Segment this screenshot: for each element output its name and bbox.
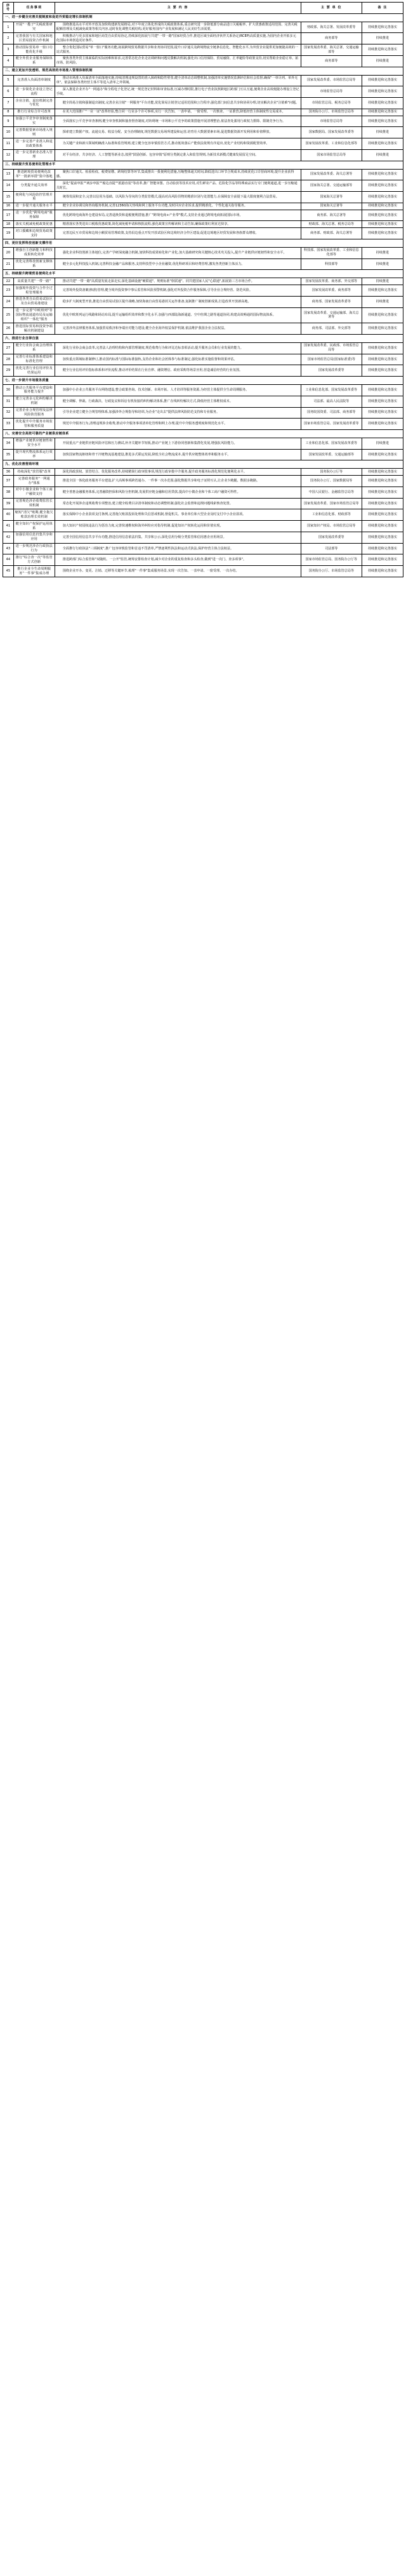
cell-time: 持续推进和完善落实	[362, 228, 403, 239]
table-row	[3, 75, 403, 86]
cell-unit: 科技部等	[301, 258, 362, 270]
table-row	[3, 98, 403, 109]
cell-task: 健全外贸企业服务保障体系	[13, 55, 55, 67]
cell-body: 健全多元化科技投入机制,完善科技金融产品和服务,支持科技型中小企业融资,优化科研项目和经费管理,激发各类创新主体活力。	[55, 258, 301, 270]
cell-unit: 国家市场监管总局(国家标准委)等	[301, 354, 362, 365]
table-row	[3, 532, 403, 543]
table-row	[3, 22, 403, 33]
table-row	[3, 44, 403, 56]
table-row	[3, 210, 403, 221]
cell-num: 40	[3, 509, 14, 521]
cell-time: 持续推进	[362, 55, 403, 67]
cell-num: 26	[3, 323, 14, 335]
cell-body: 围绕推进高水平对外开放及加快构建新发展格局,对下年度立体化形成的关税政策体系,重点研究进一步降低部分商品进口关税税率、扩大优惠政策适用范围、完善关税配额管理及关税减免政策等相关内容,适时优化调整关税结构,更好服务国内产业发展和满足人民美好生活需要。	[55, 22, 301, 33]
cell-task: 完善政务服务"一网通办"体系	[13, 476, 55, 487]
cell-time: 持续推进和完善落实	[362, 486, 403, 498]
table-row	[3, 396, 403, 407]
cell-body: 健全行业信用评价指标体系和评价流程,推动评价结果在行业自律、融资增信、政府采购等场景应用,营造诚信经营的行业氛围。	[55, 365, 301, 377]
cell-num: 4	[3, 55, 14, 67]
table-row	[3, 498, 403, 509]
cell-num: 43	[3, 543, 14, 554]
section-header-row	[3, 13, 403, 22]
cell-time: 持续推进和完善落实	[362, 221, 403, 228]
cell-num: 22	[3, 278, 14, 285]
cell-time: 持续推进和完善落实	[362, 365, 403, 377]
cell-body: 健全企业协调员和咨询服务机制,完善12360海关热线和网上服务平台功能,及时回应企业诉求,提供精准化、个性化通关指导服务。	[55, 203, 301, 210]
cell-time: 持续推进	[362, 247, 403, 258]
cell-body: 探索建立数据产权、流通交易、收益分配、安全治理制度,规范数据交易场所建设和运营,培育壮大数据要素市场,促进数据资源开发利用和价值释放。	[55, 127, 301, 138]
cell-task: 优化完善科技创新支撑体系	[13, 258, 55, 270]
cell-body: 整合优化国际贸易"单一窗口"服务功能,拓展跨境贸易数据共享和业务协同范围,提升口岸通关及跨境物流全链条信息化、智能化水平,为外贸企业提供更加便捷高效的一站式服务。	[55, 44, 301, 56]
cell-num: 16	[3, 203, 14, 210]
section-title: 一、进一步健全完善关税制度和促进外贸稳定增长体制机制	[3, 13, 403, 22]
cell-body: 深化行业协会商会改革,完善法人治理结构和内部管理制度,规范收费行为和评比达标表彰活动,提升服务会员和行业发展的能力。	[55, 342, 301, 354]
cell-num: 20	[3, 247, 14, 258]
cell-num: 7	[3, 98, 14, 109]
cell-task: 进一步优化"跨境电商"服务保障	[13, 210, 55, 221]
cell-time: 持续推进和完善落实	[362, 532, 403, 543]
cell-num: 9	[3, 116, 14, 127]
cell-task: 提升现代物流体系运行效率	[13, 449, 55, 460]
cell-body: 推动市场准入负面清单全面落地实施,持续清理违规设置的准入障碍和隐性壁垒,健全清单动态调整机制,加强清单实施情况监测评估和社会监督,确保"一单尽列、单外无单"。依法保障各类经营主体平等进入清单之外领域。	[55, 75, 301, 86]
table-row	[3, 486, 403, 498]
cell-body: 优化中欧班列运行线路和场站布局,提升运输组织效率和数字化水平,加强与西部陆海新通道、空中丝绸之路等通道协同,构建高效畅通的国际物流体系。	[55, 307, 301, 323]
section-title: 六、推进行业自律自强	[3, 335, 403, 343]
cell-unit: 市场监管总局等	[301, 86, 362, 98]
cell-unit: 财政部、海关总署、税务总局等	[301, 221, 362, 228]
section-title: 四、更好发挥科技创新支撑作用	[3, 239, 403, 248]
section-title: 八、完善安全高效可靠的产业链供应链体系	[3, 430, 403, 438]
cell-task: 优化提升中介服务市场监管和服务质量	[13, 419, 55, 430]
table-row	[3, 342, 403, 354]
table-row	[3, 86, 403, 98]
cell-unit: 国家海关总署等	[301, 192, 362, 203]
cell-time: 持续推进和完善落实	[362, 323, 403, 335]
cell-time: 持续推进	[362, 258, 403, 270]
table-row	[3, 385, 403, 396]
cell-time: 持续推进和完善落实	[362, 109, 403, 116]
cell-unit: 中国人民银行、金融监管总局等	[301, 486, 362, 498]
cell-body: 稳步扩大制度型开放,推进自由贸易试验区提升战略,加快海南自由贸易港封关运作准备,复制推广制度创新成果,打造改革开放新高地。	[55, 296, 301, 307]
cell-unit: 国家发展改革委、工业和信息化部等	[301, 138, 362, 150]
cell-task: 分类提升通关效率	[13, 180, 55, 192]
cell-time: 持续推进	[362, 296, 403, 307]
cell-unit: 国家发展改革委、国家市场监管总局等	[301, 498, 362, 509]
cell-task: 加强境外投资与合作全过程管理服务	[13, 285, 55, 297]
cell-time: 持续推进	[362, 33, 403, 44]
cell-unit: 国务院办公厅、市场监管总局等	[301, 109, 362, 116]
cell-task: 加强公平竞争审查制度落实	[13, 116, 55, 127]
cell-time: 持续推进和完善落实	[362, 342, 403, 354]
table-row	[3, 285, 403, 297]
cell-num: 19	[3, 228, 14, 239]
cell-body: 在更大范围推广"一业一证"改革经验,整合同一行业多个许可事项,实行一次告知、一表申请、一窗受理、一次核查、一证准营,降低经营主体制度性交易成本。	[55, 109, 301, 116]
section-title: 九、优化改善营商环境	[3, 460, 403, 469]
cell-body: 深化"提前申报""两步申报""船边直提""抵港直装"等改革,推广智能审图、自动验放等技术应用,对生鲜农产品、危险化学品等特殊商品实行专门便利通道,进一步压缩通关时长。	[55, 180, 301, 192]
header-unit: 主 要 单 位	[301, 3, 362, 14]
cell-unit: 国家海关总署、交通运输部等	[301, 180, 362, 192]
cell-unit: 司法部等	[301, 543, 362, 554]
cell-task: 开展"一揽子"关税政策研究	[13, 22, 55, 33]
cell-time: 持续推进和完善落实	[362, 521, 403, 532]
cell-time: 持续推进和完善落实	[362, 116, 403, 127]
cell-unit: 商务部等	[301, 33, 362, 44]
cell-task: 推行"综合查一次"等监管方式创新	[13, 554, 55, 566]
cell-task: 落实关税减免税政策优惠	[13, 221, 55, 228]
cell-body: 围绕企业开办、变更、注销、迁移等关键环节,梳理"一件事"集成服务场景,实现一次告知、一表申请、一窗受理、一次办结。	[55, 566, 301, 577]
cell-unit: 国家发展改革委、商务部、外交部等	[301, 278, 362, 285]
cell-time: 持续推进和完善落实	[362, 476, 403, 487]
cell-time: 持续推进和完善落实	[362, 566, 403, 577]
cell-body: 推动共建"一带一路"高质量发展走深走实,深化基础设施"硬联通"、规则标准"软联通"、同共建国家人民"心联通",拓展第三方市场合作。	[55, 278, 301, 285]
cell-time: 持续推进和完善落实	[362, 407, 403, 419]
cell-time: 持续推进和完善落实	[362, 509, 403, 521]
cell-task: 增强自主创新能力和科技成果转化效率	[13, 247, 55, 258]
cell-unit: 市场监管总局、税务总局等	[301, 98, 362, 109]
cell-num: 27	[3, 342, 14, 354]
section-title: 七、进一步提升市场服务质量	[3, 377, 403, 385]
cell-unit: 商务部等	[301, 55, 362, 67]
cell-time: 持续推进和完善落实	[362, 210, 403, 221]
section-header-row	[3, 161, 403, 169]
cell-task: 推行企业全生命周期服务"一件事"集成办理	[13, 566, 55, 577]
cell-num: 13	[3, 169, 14, 180]
cell-unit: 工业和信息化部、财政部等	[301, 509, 362, 521]
cell-body: 为关键产业和新兴领域明确准入标准和监管规则,建立健全包容审慎监管方式,推动低效落后产能依法依规有序退出,优化产业结构和资源配置效率。	[55, 138, 301, 150]
cell-body: 加大知识产权侵权违法行为惩治力度,完善快速维权和海外纠纷应对指导机制,促进知识产权转化运用和价值实现。	[55, 521, 301, 532]
cell-unit: 商务部、司法部、外交部等	[301, 323, 362, 335]
cell-unit: 国家发展改革委、交通运输部、海关总署等	[301, 307, 362, 323]
table-row	[3, 365, 403, 377]
cell-task: 推行行业综合许可改革	[13, 109, 55, 116]
cell-time: 持续推进和完善落实	[362, 98, 403, 109]
cell-task: 增强产业链供应链韧性和安全水平	[13, 438, 55, 449]
cell-unit: 国家知识产权局、市场监管总局等	[301, 521, 362, 532]
cell-body: 加强中小企业公共服务平台网络建设,整合政策咨询、技术创新、市场开拓、人才培训等服务资源,为经营主体提供全生命周期服务。	[55, 385, 301, 396]
cell-task: 进一步简化企业设立登记流程	[13, 86, 55, 98]
cell-body: 积极推动与更多国家和地区商签自由贸易协定,持续深化拓展与共建"一带一路"国家经贸合作,推进区域全面经济伙伴关系协定(RCEP)高质量实施,为国内企业开拓多元化国际市场创造更好条件。	[55, 33, 301, 44]
cell-time: 持续推进和完善落实	[362, 543, 403, 554]
cell-time: 持续推进和完善落实	[362, 138, 403, 150]
cell-num: 42	[3, 532, 14, 543]
section-header-row	[3, 239, 403, 248]
cell-num: 1	[3, 22, 14, 33]
section-title: 二、建立更加开放透明、规范高效的市场准入管理体制机制	[3, 67, 403, 75]
cell-num: 33	[3, 419, 14, 430]
table-row	[3, 543, 403, 554]
cell-task: 进一步完善新业态准入管理	[13, 149, 55, 161]
cell-time: 持续推进和完善落实	[362, 385, 403, 396]
cell-body: 聚焦各类外贸主体面临的实际困难和诉求,完善常态化企业走访调研和问题反馈解决机制,强化出口信用保险、贸易融资、汇率避险等政策支持,切实帮助企业稳订单、拓市场、防风险。	[55, 55, 301, 67]
cell-task: 加强信用信息归集共享和应用	[13, 532, 55, 543]
cell-task: 推动公共服务平台建设和服务能力提升	[13, 385, 55, 396]
cell-num: 32	[3, 407, 14, 419]
table-row	[3, 127, 403, 138]
cell-unit: 商务部、财政部、海关总署等	[301, 228, 362, 239]
cell-body: 健全调解、仲裁、行政裁决、行政复议和诉讼有机衔接的纠纷解决体系,推广在线纠纷解决方式,降低经营主体维权成本。	[55, 396, 301, 407]
section-title: 三、持续提升贸易便利化管理水平	[3, 161, 403, 169]
cell-task: 对口援藏和边境贸易政策支持	[13, 228, 55, 239]
cell-num: 15	[3, 192, 14, 203]
cell-time: 持续推进和完善落实	[362, 419, 403, 430]
table-row	[3, 169, 403, 180]
cell-task: 进一步规范涉企行政执法行为	[13, 543, 55, 554]
table-row	[3, 247, 403, 258]
cell-num: 29	[3, 365, 14, 377]
cell-time: 持续推进	[362, 149, 403, 161]
cell-unit: 国家市场监管总局、国务院办公厅等	[301, 554, 362, 566]
cell-time: 持续推进和完善落实	[362, 354, 403, 365]
cell-time: 持续推进	[362, 127, 403, 138]
cell-body: 全面推行行政执法"三项制度",推广包容审慎监管和首违不罚清单,严禁逐利性执法和运动式执法,保护经营主体合法权益。	[55, 543, 301, 554]
section-header-row	[3, 335, 403, 343]
cell-time: 持续推进	[362, 278, 403, 285]
section-header-row	[3, 270, 403, 278]
cell-num: 14	[3, 180, 14, 192]
cell-num: 45	[3, 566, 14, 577]
cell-num: 17	[3, 210, 14, 221]
cell-unit: 国务院办公厅等	[301, 469, 362, 476]
cell-num: 44	[3, 554, 14, 566]
cell-unit: 国务院办公厅、市场监管总局等	[301, 566, 362, 577]
cell-num: 21	[3, 258, 14, 270]
cell-task: 进一步提升通关服务水平	[13, 203, 55, 210]
cell-body: 健全简易注销和强制退出制度,完善企业注销"一网服务"平台功能,优化简易注销登记适用范围和公告程序,强化部门间信息共享和协同办理,切实解决企业"注销难"问题。	[55, 98, 301, 109]
cell-body: 推进全国一体化政务服务平台建设,扩大高频事项跨省通办、一件事一次办范围,强化数据共享和电子证照互认,让企业少跑腿、数据多跑路。	[55, 476, 301, 487]
cell-time: 持续推进和完善落实	[362, 192, 403, 203]
cell-task: 企业注销、退出机制完善与优化	[13, 98, 55, 109]
cell-task: 完善企业合规管理及法律风险防范服务	[13, 407, 55, 419]
cell-unit: 国家发展改革委、海关总署、交通运输部等	[301, 44, 362, 56]
cell-task: 持续深化"放管服"改革	[13, 469, 55, 476]
cell-time: 持续推进和完善落实	[362, 169, 403, 180]
cell-unit: 国家发展改革委、民政部、市场监管总局等	[301, 342, 362, 354]
header-num: 序号	[3, 3, 14, 14]
cell-body: 常态化开展涉企违规收费专项整治,建立健全收费目录清单制度和动态调整机制,强化社会监督和违规问题线索核查处置。	[55, 498, 301, 509]
cell-num: 36	[3, 469, 14, 476]
table-row	[3, 449, 403, 460]
cell-body: 强化企业科技创新主体地位,完善产学研深度融合机制,加快科技成果转化和产业化,加大基础研究和关键核心技术攻关投入,提升产业链供应链韧性和安全水平。	[55, 247, 301, 258]
table-row	[3, 116, 403, 127]
table-row	[3, 438, 403, 449]
header-body: 主 要 内 容	[55, 3, 301, 14]
section-title: 五、持续提升跨境贸易便利化水平	[3, 270, 403, 278]
cell-unit: 国家海关总署等	[301, 203, 362, 210]
cell-body: 完善涉外法律服务体系,加强贸易救济和争端应对能力建设,健全企业海外权益保护机制,依法维护我国企业合法权益。	[55, 323, 301, 335]
table-header	[3, 3, 403, 14]
cell-unit: 国家数据局、国家发展改革委等	[301, 127, 362, 138]
section-header-row	[3, 460, 403, 469]
cell-task: 便利化与风险防控管理并重	[13, 192, 55, 203]
table-row	[3, 109, 403, 116]
cell-unit: 国家发展改革委等	[301, 365, 362, 377]
table-row	[3, 307, 403, 323]
table-row	[3, 566, 403, 577]
cell-num: 37	[3, 476, 14, 487]
cell-num: 28	[3, 354, 14, 365]
cell-num: 23	[3, 285, 14, 297]
cell-num: 34	[3, 438, 14, 449]
cell-body: 落实保障中小企业款项支付条例,完善拖欠账款投诉处理和失信惩戒机制,督促机关、事业单位和大型企业及时支付中小企业款项。	[55, 509, 301, 521]
cell-time: 持续推进和完善落实	[362, 554, 403, 566]
table-row	[3, 407, 403, 419]
cell-num: 30	[3, 385, 14, 396]
cell-num: 39	[3, 498, 14, 509]
cell-unit: 国家市场监管总局等	[301, 149, 362, 161]
cell-body: 对平台经济、共享经济、人工智能等新业态,按照"鼓励创新、包容审慎"原则分类制定准入和监管规则,为新技术新模式健康发展留足空间。	[55, 149, 301, 161]
cell-time: 持续推进和完善落实	[362, 22, 403, 33]
cell-unit: 国家发展改革委、市场监管总局等	[301, 75, 362, 86]
cell-body: 统筹发展和安全,完善以信用为基础、以风险为导向的分类监管模式,提高对高风险货物的精准识别与处置能力,在保障安全前提下最大限度便利合法贸易。	[55, 192, 301, 203]
cell-unit: 国家发展改革委、交通运输部等	[301, 449, 362, 460]
cell-unit: 国家发展改革委、商务部等	[301, 285, 362, 297]
header-task: 任务事项	[13, 3, 55, 14]
cell-task: 对中小微企业和个体工商户融资支持	[13, 486, 55, 498]
cell-task: 健全行业协会商会治理体系	[13, 342, 55, 354]
cell-body: 引导企业建立健全合规管理体系,加强涉外合规指导和培训,为企业"走出去"提供法律风险防范支持和专业服务。	[55, 407, 301, 419]
cell-body: 推进跨部门综合监管和"双随机、一公开"监管,统筹安排检查计划,减少对企业的重复检查和多头检查,做到"进一次门、查多项事"。	[55, 554, 301, 566]
cell-body: 深化简政放权、放管结合、优化服务改革,持续精简行政审批事项,规范行政审批中介服务,提升政务服务标准化规范化便利化水平。	[55, 469, 301, 476]
table-row	[3, 33, 403, 44]
cell-body: 聚焦口岸通关、检验检疫、税费征缴、跨境结算等环节,集成推出一批便利化措施,压缩整体通关时间,降低进出口环节合规成本,持续优化口岸营商环境,提升企业获得感。	[55, 169, 301, 180]
cell-unit: 商务部、海关总署等	[301, 210, 362, 221]
cell-unit: 工业和信息化部、国家发展改革委等	[301, 438, 362, 449]
cell-body: 健全普惠金融服务体系,完善融资担保和风险分担机制,发展供应链金融和信用贷款,提高中小微企业和个体工商户融资可得性。	[55, 486, 301, 498]
cell-task: 推进国际贸易和投资争端解决机制建设	[13, 323, 55, 335]
cell-task: 进一步完善产业准入和退出政策体系	[13, 138, 55, 150]
cell-unit: 市场监管总局等	[301, 116, 362, 127]
table-row	[3, 469, 403, 476]
table-row	[3, 258, 403, 270]
table-body	[3, 13, 403, 577]
table-row	[3, 354, 403, 365]
table-row	[3, 149, 403, 161]
cell-time: 持续推进	[362, 438, 403, 449]
cell-task: 健全知识产权保护运用体系	[13, 521, 55, 532]
table-row	[3, 180, 403, 192]
cell-body: 全面落实公平竞争审查条例,健全审查机制和抽查督查制度,对妨碍统一市场和公平竞争的政策措施开展清理整治,依法查处滥用行政权力排除、限制竞争行为。	[55, 116, 301, 127]
cell-unit: 国务院办公厅、国家数据局等	[301, 476, 362, 487]
cell-task: 进一步完善"中欧班列"等国际物流通道布局及运输组织"一体化"服务	[13, 307, 55, 323]
table-row	[3, 138, 403, 150]
cell-time: 持续推进和完善落实	[362, 307, 403, 323]
cell-task: 推进跨境贸易便利化改革"一批新举措"集中落地	[13, 169, 55, 180]
cell-body: 优化跨境电商海外仓建设布局,完善退换货和退税便利措施,推广"跨境电商+产业带"模式,支持企业通过跨境电商拓展国际市场。	[55, 210, 301, 221]
section-header-row	[3, 430, 403, 438]
cell-body: 完善全国信用信息共享平台功能,推进信用信息依法归集、共享和公示,深化信用分级分类监管和信用惠企应用场景。	[55, 532, 301, 543]
table-row	[3, 55, 403, 67]
cell-time: 持续推进和完善落实	[362, 469, 403, 476]
cell-task: 推进各类自由贸易试验区及自由贸易港建设	[13, 296, 55, 307]
table-row	[3, 521, 403, 532]
cell-time: 持续推进和完善落实	[362, 396, 403, 407]
cell-time: 持续推进和完善落实	[362, 498, 403, 509]
table-row	[3, 419, 403, 430]
section-header-row	[3, 377, 403, 385]
table-row	[3, 476, 403, 487]
cell-num: 6	[3, 86, 14, 98]
cell-task: 建立完善多元化纠纷解决机制	[13, 396, 55, 407]
cell-time: 持续推进和完善落实	[362, 86, 403, 98]
cell-num: 2	[3, 33, 14, 44]
section-header-row	[3, 67, 403, 75]
cell-body: 加快国家物流枢纽和骨干冷链物流基地建设,推进多式联运发展,降低全社会物流成本,提升供应链整体效率和服务水平。	[55, 449, 301, 460]
cell-num: 10	[3, 127, 14, 138]
cell-task: 优化完善行业信用评价及结果运用	[13, 365, 55, 377]
cell-unit: 国家市场监管总局、国家发展改革委等	[301, 419, 362, 430]
cell-time: 持续推进和完善落实	[362, 203, 403, 210]
cell-task: 完善行业标准体系建设和标准化管理	[13, 354, 55, 365]
cell-task: 推动国际贸易单一窗口功能优化升级	[13, 44, 55, 56]
cell-time: 持续推进和完善落实	[362, 44, 403, 56]
table-row	[3, 278, 403, 285]
cell-body: 加快重点领域标准制修订,推动国内标准与国际标准接轨,支持企业和社会团体参与标准制定,强化标准实施监督和效果评估。	[55, 354, 301, 365]
cell-task: 高质量共建"一带一路"	[13, 278, 55, 285]
cell-body: 精准落实各类进出口税收优惠政策,简化减免税申请和核批流程,强化政策宣传解读和主动告知,确保政策红利直达快享。	[55, 221, 301, 228]
table-row	[3, 509, 403, 521]
cell-time: 持续推进和完善落实	[362, 449, 403, 460]
table-row	[3, 203, 403, 210]
cell-unit: 司法部、最高人民法院等	[301, 396, 362, 407]
table-row	[3, 221, 403, 228]
cell-task: 完善我国与有关国家和地区贸易投资合作机制	[13, 33, 55, 44]
cell-task: 完善准入负面清单制度	[13, 75, 55, 86]
cell-unit: 财政部、海关总署、发展改革委等	[301, 22, 362, 33]
cell-task: 完善数据要素市场准入规则	[13, 127, 55, 138]
cell-unit: 科技部、国家发展改革委、工业和信息化部等	[301, 247, 362, 258]
policy-task-table	[3, 2, 403, 577]
cell-unit: 商务部、国家发展改革委等	[301, 296, 362, 307]
header-time: 备 注	[362, 3, 403, 14]
cell-body: 完善境外投资备案(核准)管理,健全境外投资事中事后监管和风险预警机制,强化对外投资合作服务保障,引导企业合规经营、防范风险。	[55, 285, 301, 297]
cell-num: 3	[3, 44, 14, 56]
cell-body: 规范中介服务行为,清理违规涉企收费,推动中介服务事项清单化管理和网上办理,提升中介服务透明度和规范化水平。	[55, 419, 301, 430]
cell-time: 持续推进和完善落实	[362, 180, 403, 192]
cell-num: 38	[3, 486, 14, 498]
cell-num: 5	[3, 75, 14, 86]
cell-num: 18	[3, 221, 14, 228]
cell-num: 12	[3, 149, 14, 161]
cell-num: 11	[3, 138, 14, 150]
cell-time: 持续推进和完善落实	[362, 75, 403, 86]
cell-num: 24	[3, 296, 14, 307]
cell-body: 开展重点产业链供应链风险评估和压力测试,补齐关键环节短板,推动产业链上下游协同创新和集群化发展,增强抗风险能力。	[55, 438, 301, 449]
cell-num: 31	[3, 396, 14, 407]
cell-body: 完善边民互市贸易和边境小额贸易管理政策,支持沿边重点开发开放试验区和边境经济合作区建设,促进边境地区经贸发展和各族群众增收。	[55, 228, 301, 239]
table-row	[3, 192, 403, 203]
cell-unit: 工业和信息化部、国家发展改革委等	[301, 385, 362, 396]
cell-unit: 国务院国资委、司法部、商务部等	[301, 407, 362, 419]
cell-task: 完善规范涉企收费监管长效机制	[13, 498, 55, 509]
cell-num: 41	[3, 521, 14, 532]
table-row	[3, 296, 403, 307]
cell-body: 深入推进企业开办"一网通办"和全程电子化登记,统一规范登记材料和审查标准,压减办理时限,推行电子营业执照跨地区跨部门互认互通,便利企业高效便捷办理设立登记手续。	[55, 86, 301, 98]
cell-unit: 国家发展改革委、海关总署等	[301, 169, 362, 180]
table-row	[3, 323, 403, 335]
cell-task: 缩短"清欠"账期,健全拖欠账款治理长效机制	[13, 509, 55, 521]
table-row	[3, 228, 403, 239]
cell-num: 8	[3, 109, 14, 116]
header-row	[3, 3, 403, 14]
cell-unit: 国家发展改革委等	[301, 532, 362, 543]
cell-time: 持续推进和完善落实	[362, 285, 403, 297]
cell-num: 35	[3, 449, 14, 460]
cell-num: 25	[3, 307, 14, 323]
table-row	[3, 554, 403, 566]
